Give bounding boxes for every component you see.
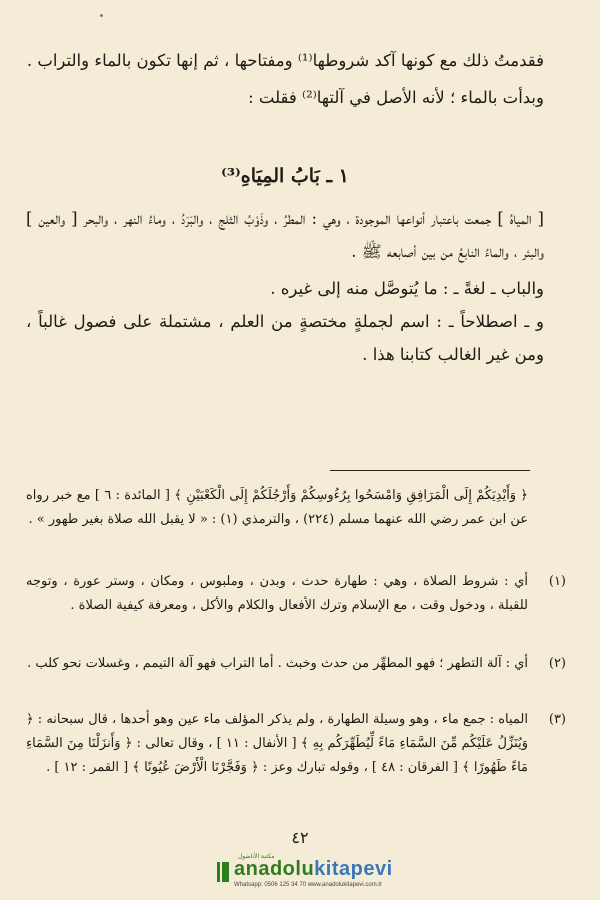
footnote-3-number: (٣) [548,712,566,727]
footnote-continued [26,484,566,532]
paragraph-water: وبدأت بالماء ؛ لأنه الأصل في آلتها⁽²⁾ فقلت : [248,88,544,107]
paragraph-intro: فقدمتُ ذلك مع كونها آكد شروطها⁽¹⁾ ومفتاحها ، ثم إنها تكون بالماء والتراب . [26,51,544,70]
logo-part-anadolu: anadolu [234,858,315,880]
logo-wordmark [234,858,393,881]
main-text-block [26,44,544,114]
logo-part-kitapevi: kitapevi [314,858,393,880]
paragraph-waters-types: [ المياهُ ] جمعت باعتبار أنواعها الموجودة ، وهي : المطرُ ، وذَوْبُ الثلج ، والبَرَدُ ، وماءُ النهر ، والبحر [ والعين ] والبئر ، والماءُ النابعُ من بين أصابعه ﷺ . [26,209,544,261]
paragraph-bab-istilah: و ـ اصطلاحاً ـ : اسم لجملةٍ مختصةٍ من العلم ، مشتملة على فصول غالباً ، ومن غير الغالب كتابنا هذا . [26,312,544,364]
footnote-1 [26,570,566,618]
footnote-1-text: أي : شروط الصلاة ، وهي : طهارة حدث ، وبدن ، وملبوس ، ومكان ، وستر عورة ، وتوجه للقبلة ، ودخول وقت ، مع الإسلام وترك الأفعال والكلام والأكل ، ومعرفة كيفية الصلاة . [26,574,528,613]
chapter-heading: ١ ـ بَابُ المِيَاهِ⁽³⁾ [221,165,349,187]
footnote-continued-text: ﴿ وَأَيْدِيَكُمْ إِلَى الْمَرَافِقِ وَامْسَحُوا بِرُءُوسِكُمْ وَأَرْجُلَكُمْ إِلَى الْكَعْبَيْنِ ﴾ [ المائدة : ٦ ] مع خبر رواه عن ابن عمر رضي الله عنهما مسلم (٢٢٤) ، والترمذي (١) : « لا يقبل الله صلاة بغير طهور » . [26,488,529,527]
main-text-block-2 [26,202,544,371]
logo-arabic-text: مكتبة الأناضول [238,853,275,860]
footnote-2-number: (٢) [548,656,566,671]
page-number: ٤٢ [291,828,309,847]
publisher-logo [234,853,394,894]
footnote-1-number: (١) [548,574,566,589]
footnote-2 [26,652,566,676]
logo-contact: Whatsapp: 0506 125 34 70 www.anadolukitapevi.com.tr [234,882,383,888]
book-icon [216,860,230,884]
page-speck [100,14,103,17]
footnote-3 [26,708,566,780]
paragraph-bab-lugha: والباب ـ لغةً ـ : ما يُتوصَّل منه إلى غيره . [270,279,544,298]
footnote-2-text: أي : آلة التطهر ؛ فهو المطهِّر من حدث وخبث . أما التراب فهو آلة التيمم ، وغسلات نحو كلب . [27,656,528,671]
footnote-3-text: المياه : جمع ماء ، وهو وسيلة الطهارة ، ولم يذكر المؤلف ماء عين وهو أحدها ، قال سبحانه : ﴿ وَيُنَزِّلُ عَلَيْكُم مِّنَ السَّمَاءِ مَاءً لِّيُطَهِّرَكُم بِهِ ﴾ [ الأنفال : ١١ ] ، وقال تعالى : ﴿ وَأَنزَلْنَا مِنَ السَّمَاءِ مَاءً طَهُورًا ﴾ [ الفرقان : ٤٨ ] ، وقوله تبارك وعز : ﴿ وَفَجَّرْنَا الْأَرْضَ عُيُونًا ﴾ [ القمر : ١٢ ] . [26,712,528,775]
footnote-divider [330,470,530,471]
